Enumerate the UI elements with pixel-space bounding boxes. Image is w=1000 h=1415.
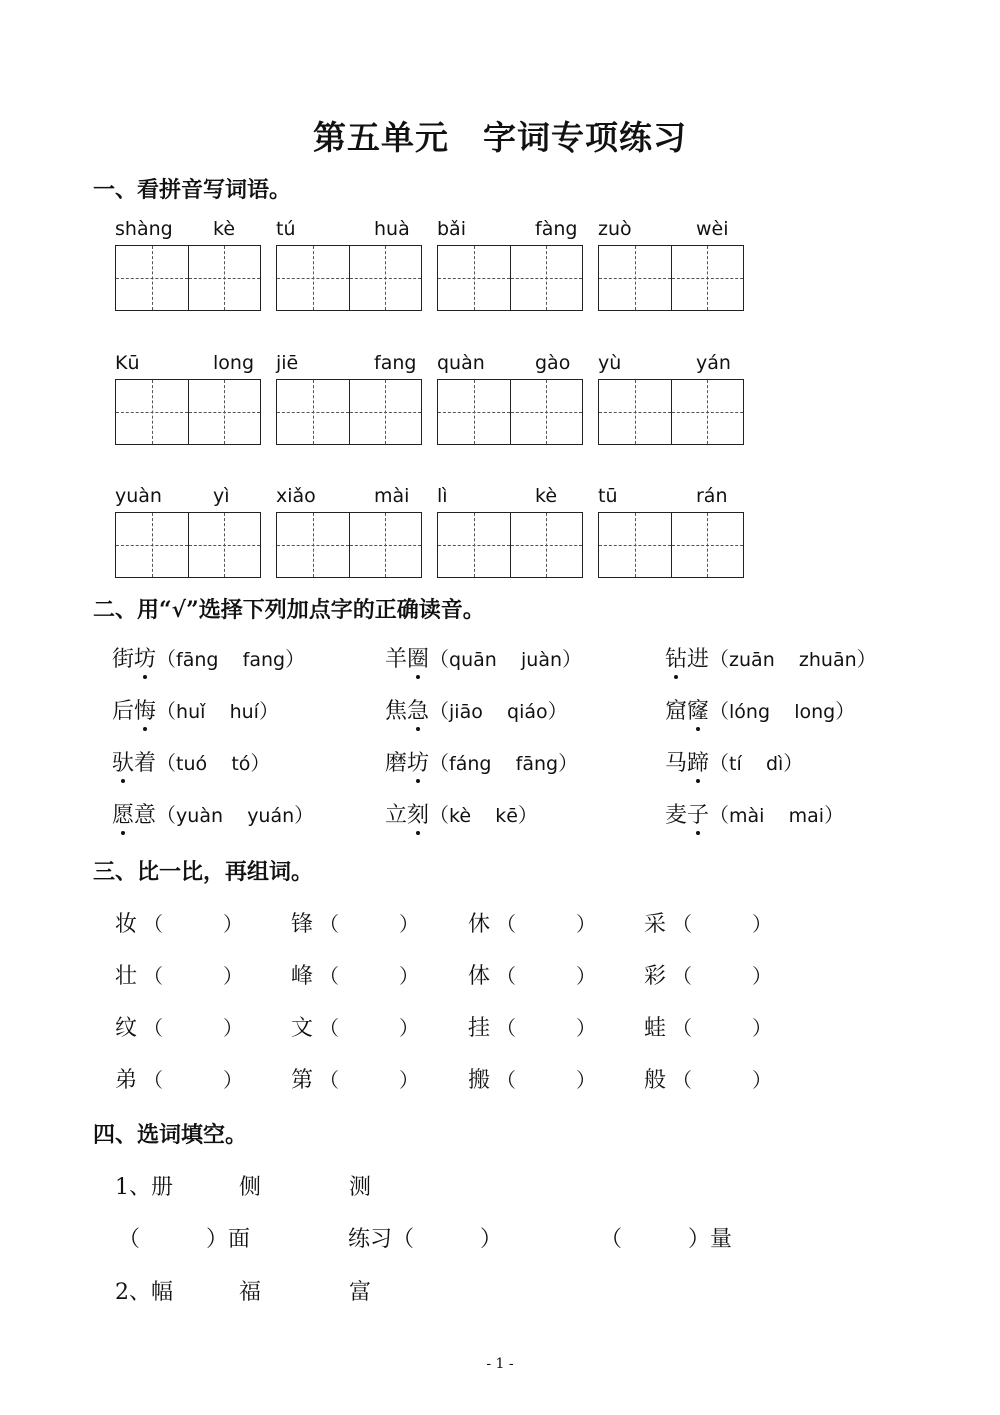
emphasis-dot: [416, 831, 420, 835]
writing-cell[interactable]: [116, 246, 188, 310]
paren-close: ）: [558, 751, 579, 775]
pinyin-label: huà: [374, 218, 410, 240]
writing-cell[interactable]: [599, 380, 671, 444]
fill-blank-2[interactable]: 练习（ ）: [348, 1227, 503, 1252]
pinyin-label: fang: [374, 352, 417, 374]
item-char: 磨: [385, 751, 408, 776]
item-char: 进: [687, 647, 710, 672]
answer-blank[interactable]: （ ）: [672, 1068, 773, 1092]
word-pair-item: [468, 959, 596, 990]
writing-cell[interactable]: [599, 246, 671, 310]
paren-open: （: [429, 699, 450, 723]
page-number: - 1 -: [486, 1356, 514, 1372]
item-char: 文: [291, 1016, 314, 1041]
paren-open: （: [709, 803, 730, 827]
item-char: 着: [134, 751, 157, 776]
writing-cell[interactable]: [188, 513, 261, 577]
spacer: [205, 701, 229, 723]
writing-grid[interactable]: [115, 512, 261, 578]
pinyin-label: kè: [535, 485, 558, 507]
paren-close: ）: [250, 751, 271, 775]
emphasis-dot: [674, 675, 678, 679]
pinyin-option-2[interactable]: dì: [765, 753, 784, 775]
writing-cell[interactable]: [277, 380, 349, 444]
pronunciation-item: [385, 798, 538, 829]
pinyin-option-1[interactable]: mài: [729, 805, 765, 827]
pronunciation-item: [112, 642, 305, 673]
answer-blank[interactable]: （ ）: [143, 1016, 244, 1040]
word-pair-item: [644, 959, 772, 990]
emphasis-dot: [696, 831, 700, 835]
item-char: 妆: [115, 912, 138, 937]
writing-cell[interactable]: [188, 246, 261, 310]
item-char: 窟: [665, 699, 688, 724]
item-char: 体: [468, 964, 491, 989]
word-pair-item: [115, 1063, 243, 1094]
question-1-options: 1、册 侧 测: [115, 1175, 371, 1200]
emphasis-dot: [696, 779, 700, 783]
item-char: 驮: [112, 746, 134, 777]
writing-cell[interactable]: [438, 380, 510, 444]
section-1-heading: 一、看拼音写词语。: [93, 177, 292, 203]
paren-close: ）: [517, 803, 538, 827]
pinyin-option-1[interactable]: lóng: [729, 701, 771, 723]
pinyin-label: wèi: [696, 218, 729, 240]
pinyin-option-2[interactable]: long: [794, 701, 836, 723]
pinyin-option-1[interactable]: yuàn: [176, 805, 224, 827]
item-char: 子: [687, 798, 709, 829]
pronunciation-item: [112, 746, 270, 777]
item-char: 蛙: [644, 1016, 667, 1041]
pinyin-option-2[interactable]: yuán: [247, 805, 295, 827]
pinyin-option-2[interactable]: fang: [242, 649, 286, 671]
item-char: 锋: [291, 912, 314, 937]
writing-grid[interactable]: [598, 379, 744, 445]
pronunciation-item: [385, 642, 582, 673]
word-pair-item: [644, 1011, 772, 1042]
paren-close: ）: [824, 803, 845, 827]
pinyin-label: tū: [598, 485, 618, 507]
section-4-heading: 四、选词填空。: [93, 1122, 248, 1148]
writing-grid[interactable]: [598, 512, 744, 578]
pinyin-label: jiē: [276, 352, 299, 374]
paren-open: （: [156, 803, 177, 827]
pinyin-label: yì: [213, 485, 230, 507]
pinyin-label: long: [213, 352, 255, 374]
answer-blank[interactable]: （ ）: [319, 1068, 420, 1092]
pronunciation-item: [665, 746, 803, 777]
item-char: 蹄: [687, 746, 709, 777]
word-pair-item: [115, 907, 243, 938]
paren-open: （: [429, 803, 450, 827]
pinyin-label: fàng: [535, 218, 578, 240]
word-pair-item: [291, 1063, 419, 1094]
word-pair-item: [291, 1011, 419, 1042]
pronunciation-item: [112, 694, 279, 725]
pinyin-option-2[interactable]: zhuān: [798, 649, 857, 671]
item-char: 纹: [115, 1016, 138, 1041]
writing-cell[interactable]: [116, 513, 188, 577]
spacer: [483, 701, 507, 723]
word-pair-item: [468, 907, 596, 938]
section-2-heading: 二、用“√”选择下列加点字的正确读音。: [93, 597, 485, 623]
item-char: 坊: [134, 642, 156, 673]
answer-blank[interactable]: （ ）: [496, 1068, 597, 1092]
pinyin-option-1[interactable]: tuó: [176, 753, 208, 775]
word-pair-item: [291, 907, 419, 938]
pinyin-option-2[interactable]: kē: [495, 805, 518, 827]
question-2-options: 2、幅 福 富: [115, 1280, 371, 1305]
pinyin-label: mài: [374, 485, 410, 507]
paren-close: ）: [835, 699, 856, 723]
paren-close: ）: [856, 647, 877, 671]
page-title: 第五单元 字词专项练习: [313, 118, 687, 157]
item-char: 急: [407, 694, 429, 725]
writing-grid[interactable]: [276, 379, 422, 445]
emphasis-dot: [416, 779, 420, 783]
paren-open: （: [429, 647, 450, 671]
item-char: 般: [644, 1068, 667, 1093]
writing-cell[interactable]: [510, 380, 583, 444]
pinyin-option-2[interactable]: qiáo: [507, 701, 548, 723]
pinyin-option-2[interactable]: huí: [229, 701, 259, 723]
pinyin-option-1[interactable]: quān: [449, 649, 497, 671]
writing-grid[interactable]: [115, 379, 261, 445]
item-char: 坊: [407, 746, 429, 777]
pronunciation-item: [112, 798, 314, 829]
item-char: 休: [468, 912, 491, 937]
pinyin-option-1[interactable]: zuān: [729, 649, 775, 671]
emphasis-dot: [143, 675, 147, 679]
answer-blank[interactable]: （ ）: [143, 964, 244, 988]
spacer: [742, 753, 766, 775]
item-char: 愿: [112, 798, 134, 829]
word-pair-item: [644, 907, 772, 938]
spacer: [218, 649, 242, 671]
answer-blank[interactable]: （ ）: [496, 964, 597, 988]
answer-blank[interactable]: （ ）: [143, 1068, 244, 1092]
spacer: [497, 649, 521, 671]
spacer: [207, 753, 231, 775]
paren-close: ）: [783, 751, 804, 775]
item-char: 羊: [385, 647, 408, 672]
answer-blank[interactable]: （ ）: [496, 1016, 597, 1040]
paren-open: （: [429, 751, 450, 775]
word-pair-item: [468, 1011, 596, 1042]
writing-grid[interactable]: [115, 245, 261, 311]
item-char: 马: [665, 751, 688, 776]
writing-grid[interactable]: [437, 379, 583, 445]
pinyin-label: lì: [437, 485, 448, 507]
item-char: 第: [291, 1068, 314, 1093]
pinyin-option-2[interactable]: tó: [231, 753, 251, 775]
item-char: 立: [385, 803, 408, 828]
item-char: 搬: [468, 1068, 491, 1093]
writing-cell[interactable]: [438, 513, 510, 577]
paren-open: （: [709, 751, 730, 775]
pinyin-label: yù: [598, 352, 622, 374]
writing-cell[interactable]: [671, 513, 744, 577]
pinyin-label: shàng: [115, 218, 173, 240]
item-char: 焦: [385, 699, 408, 724]
answer-blank[interactable]: （ ）: [143, 912, 244, 936]
emphasis-dot: [416, 675, 420, 679]
paren-open: （: [156, 647, 177, 671]
paren-open: （: [709, 647, 730, 671]
emphasis-dot: [121, 831, 125, 835]
pronunciation-item: [385, 746, 578, 777]
word-pair-item: [115, 1011, 243, 1042]
pinyin-label: yán: [696, 352, 731, 374]
pinyin-option-1[interactable]: huǐ: [176, 701, 206, 723]
item-char: 彩: [644, 964, 667, 989]
item-char: 意: [134, 803, 157, 828]
pinyin-option-1[interactable]: jiāo: [449, 701, 483, 723]
emphasis-dot: [121, 779, 125, 783]
writing-cell[interactable]: [277, 513, 349, 577]
writing-cell[interactable]: [671, 380, 744, 444]
pinyin-label: xiǎo: [276, 485, 316, 507]
spacer: [770, 701, 794, 723]
writing-grid[interactable]: [598, 245, 744, 311]
item-char: 后: [112, 699, 135, 724]
answer-blank[interactable]: （ ）: [672, 912, 773, 936]
item-char: 圈: [407, 642, 429, 673]
writing-cell[interactable]: [116, 380, 188, 444]
spacer: [764, 805, 788, 827]
writing-grid[interactable]: [276, 512, 422, 578]
writing-cell[interactable]: [349, 380, 422, 444]
answer-blank[interactable]: （ ）: [319, 964, 420, 988]
writing-grid[interactable]: [276, 245, 422, 311]
pinyin-option-1[interactable]: tí: [729, 753, 742, 775]
pinyin-label: zuò: [598, 218, 632, 240]
pinyin-label: rán: [696, 485, 728, 507]
item-char: 采: [644, 912, 667, 937]
item-char: 窿: [687, 694, 709, 725]
emphasis-dot: [416, 727, 420, 731]
pinyin-option-1[interactable]: kè: [449, 805, 472, 827]
emphasis-dot: [143, 727, 147, 731]
paren-open: （: [156, 751, 177, 775]
spacer: [471, 805, 495, 827]
item-char: 峰: [291, 964, 314, 989]
fill-blank-3[interactable]: （ ）量: [600, 1227, 733, 1252]
spacer: [775, 649, 799, 671]
writing-cell[interactable]: [277, 246, 349, 310]
writing-cell[interactable]: [349, 513, 422, 577]
item-char: 悔: [134, 694, 156, 725]
writing-cell[interactable]: [671, 246, 744, 310]
fill-blank-1[interactable]: （ ）面: [118, 1227, 251, 1252]
pinyin-label: quàn: [437, 352, 485, 374]
pronunciation-item: [665, 798, 844, 829]
paren-close: ）: [562, 647, 583, 671]
pinyin-label: bǎi: [437, 218, 466, 240]
writing-cell[interactable]: [510, 513, 583, 577]
writing-cell[interactable]: [438, 246, 510, 310]
pinyin-option-2[interactable]: mai: [788, 805, 825, 827]
pinyin-option-1[interactable]: fáng: [449, 753, 492, 775]
pinyin-label: gào: [535, 352, 571, 374]
pronunciation-item: [385, 694, 568, 725]
writing-grid[interactable]: [437, 245, 583, 311]
paren-close: ）: [294, 803, 315, 827]
item-char: 钻: [665, 642, 687, 673]
item-char: 挂: [468, 1016, 491, 1041]
spacer: [223, 805, 247, 827]
section-3-heading: 三、比一比，再组词。: [93, 859, 314, 885]
pinyin-option-2[interactable]: fāng: [515, 753, 559, 775]
writing-cell[interactable]: [510, 246, 583, 310]
answer-blank[interactable]: （ ）: [319, 912, 420, 936]
emphasis-dot: [696, 727, 700, 731]
word-pair-item: [115, 959, 243, 990]
paren-open: （: [156, 699, 177, 723]
pinyin-label: kè: [213, 218, 236, 240]
word-pair-item: [644, 1063, 772, 1094]
writing-grid[interactable]: [437, 512, 583, 578]
word-pair-item: [468, 1063, 596, 1094]
pronunciation-item: [665, 642, 877, 673]
item-char: 弟: [115, 1068, 138, 1093]
item-char: 刻: [407, 798, 429, 829]
answer-blank[interactable]: （ ）: [496, 912, 597, 936]
pinyin-label: Kū: [115, 352, 140, 374]
paren-close: ）: [285, 647, 306, 671]
paren-close: ）: [547, 699, 568, 723]
pinyin-option-2[interactable]: juàn: [521, 649, 563, 671]
pinyin-label: yuàn: [115, 485, 162, 507]
writing-cell[interactable]: [349, 246, 422, 310]
item-char: 街: [112, 647, 135, 672]
item-char: 麦: [665, 803, 688, 828]
paren-close: ）: [258, 699, 279, 723]
spacer: [491, 753, 515, 775]
answer-blank[interactable]: （ ）: [319, 1016, 420, 1040]
item-char: 壮: [115, 964, 138, 989]
pinyin-label: tú: [276, 218, 296, 240]
paren-open: （: [709, 699, 730, 723]
pronunciation-item: [665, 694, 855, 725]
pinyin-option-1[interactable]: fāng: [176, 649, 219, 671]
answer-blank[interactable]: （ ）: [672, 1016, 773, 1040]
writing-cell[interactable]: [599, 513, 671, 577]
word-pair-item: [291, 959, 419, 990]
writing-cell[interactable]: [188, 380, 261, 444]
answer-blank[interactable]: （ ）: [672, 964, 773, 988]
